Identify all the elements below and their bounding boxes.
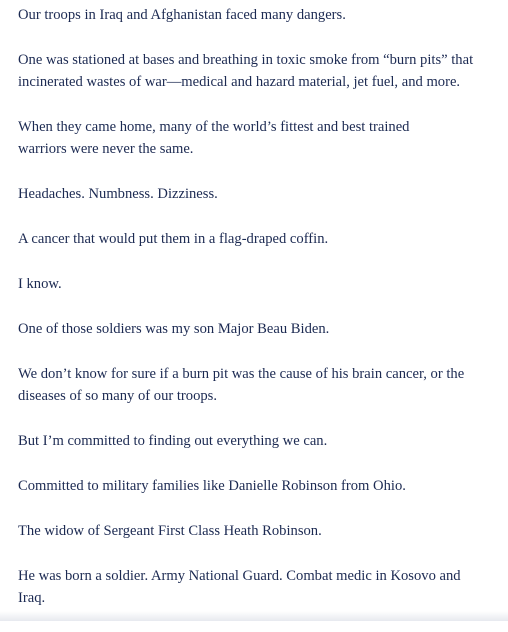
- paragraph-4: [18, 183, 508, 205]
- paragraph-5-line-1: A cancer that would put them in a flag-draped coffin.: [18, 231, 329, 247]
- paragraph-8-line-1: We don’t know for sure if a burn pit was the cause of his brain cancer, or the: [18, 366, 465, 382]
- paragraph-1: [18, 4, 508, 26]
- paragraph-5: [18, 228, 508, 250]
- paragraph-9: [18, 430, 508, 452]
- paragraph-8: [18, 363, 508, 407]
- paragraph-7: [18, 318, 508, 340]
- paragraph-12: [18, 565, 508, 609]
- paragraph-7-line-1: One of those soldiers was my son Major Beau Biden.: [18, 321, 330, 337]
- paragraph-3-line-1: When they came home, many of the world’s fittest and best trained: [18, 119, 410, 135]
- paragraph-11-line-1: The widow of Sergeant First Class Heath Robinson.: [18, 523, 322, 539]
- paragraph-6: [18, 273, 508, 295]
- paragraph-2: [18, 49, 508, 93]
- paragraph-3: [18, 116, 508, 160]
- scroll-fade: [0, 611, 508, 621]
- paragraph-2-line-2: incinerated wastes of war—medical and hazard material, jet fuel, and more.: [18, 74, 461, 90]
- paragraph-6-line-1: I know.: [18, 276, 62, 292]
- paragraph-11: [18, 520, 508, 542]
- paragraph-10: [18, 475, 508, 497]
- paragraph-9-line-1: But I’m committed to finding out everything we can.: [18, 433, 328, 449]
- paragraph-8-line-2: diseases of so many of our troops.: [18, 388, 218, 404]
- paragraph-12-line-2: Iraq.: [18, 590, 46, 606]
- paragraph-12-line-1: He was born a soldier. Army National Guard. Combat medic in Kosovo and: [18, 568, 461, 584]
- paragraph-4-line-1: Headaches. Numbness. Dizziness.: [18, 186, 218, 202]
- paragraph-1-line-1: Our troops in Iraq and Afghanistan faced many dangers.: [18, 7, 346, 23]
- speech-transcript: [18, 4, 508, 632]
- paragraph-10-line-1: Committed to military families like Danielle Robinson from Ohio.: [18, 478, 406, 494]
- paragraph-2-line-1: One was stationed at bases and breathing in toxic smoke from “burn pits” that: [18, 52, 474, 68]
- paragraph-3-line-2: warriors were never the same.: [18, 141, 194, 157]
